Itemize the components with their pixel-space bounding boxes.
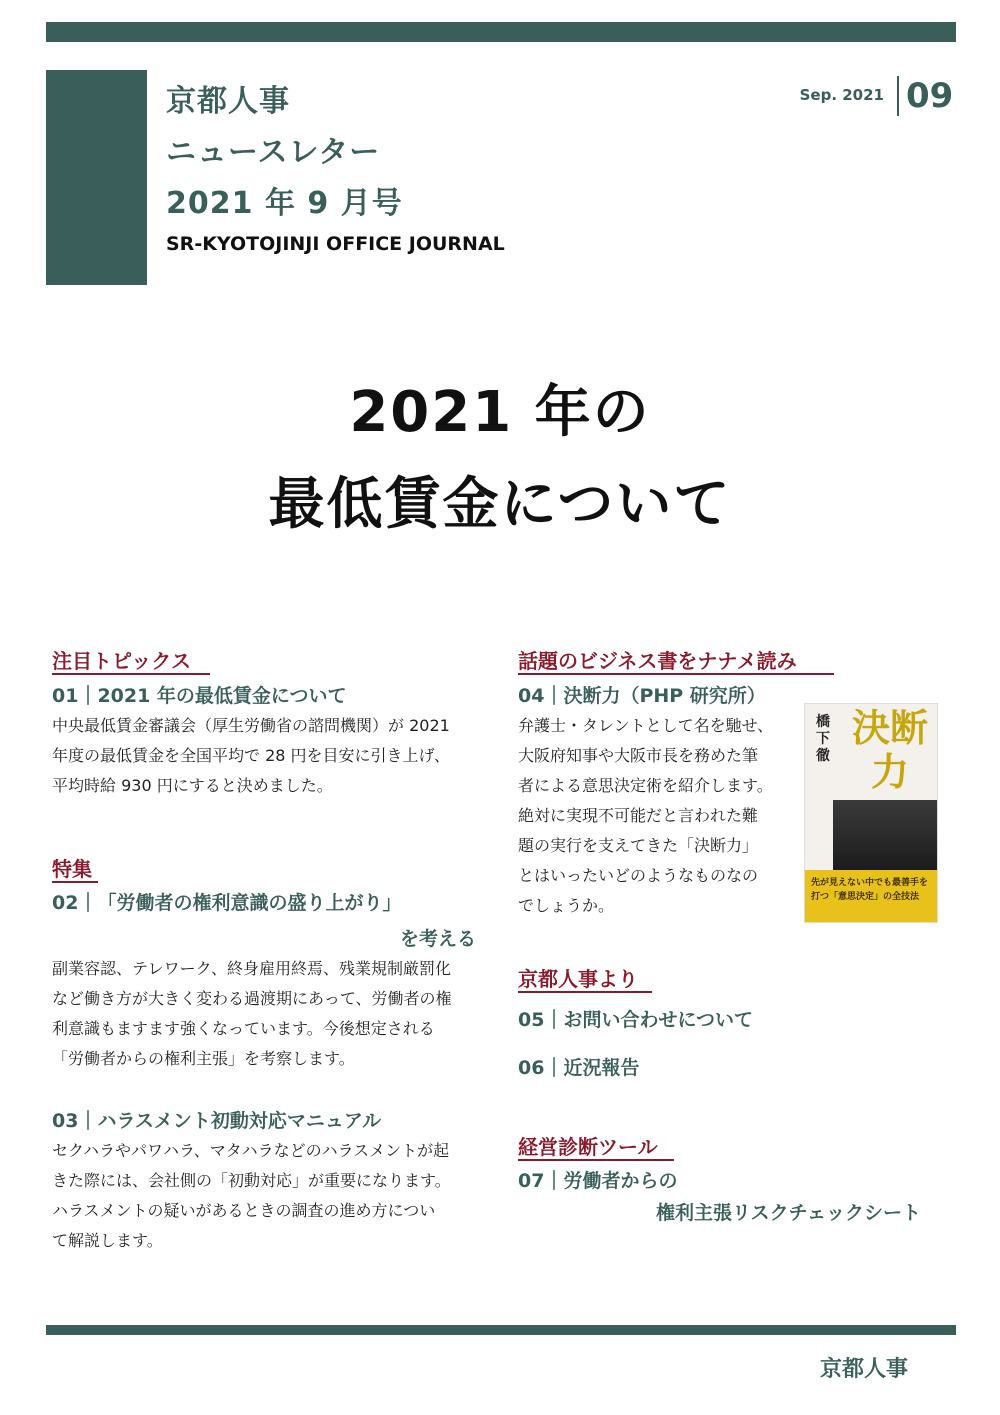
- book-04-body-line: 者による意思決定術を紹介します。: [518, 776, 773, 795]
- issue-date: Sep. 2021: [799, 86, 884, 104]
- bottom-bar: [46, 1325, 956, 1335]
- books-heading: 話題のビジネス書をナナメ読み: [518, 649, 797, 673]
- issue-divider: [897, 76, 899, 116]
- issue-number: 09: [906, 76, 954, 116]
- headline-line-2: 最低賃金について: [268, 472, 732, 537]
- feature-03-body-line: て解説します。: [52, 1231, 163, 1250]
- book-04-title[interactable]: 04｜決断力（PHP 研究所）: [518, 685, 766, 707]
- book-cover-band: [805, 870, 937, 922]
- topics-heading: 注目トピックス: [52, 649, 191, 673]
- book-04-body-line: 弁護士・タレントとして名を馳せ、: [518, 716, 774, 735]
- headline-line-1: 2021 年の: [349, 380, 651, 445]
- book-cover-image: [804, 703, 938, 923]
- feature-03-body-line: ハラスメントの疑いがあるときの調査の進め方につい: [52, 1201, 436, 1220]
- newsletter-title-line-2: ニュースレター: [166, 135, 381, 170]
- feature-heading: 特集: [52, 857, 92, 881]
- books-heading-underline: [518, 673, 834, 675]
- office-05-title[interactable]: 05｜お問い合わせについて: [518, 1009, 754, 1031]
- feature-02-title-line-1[interactable]: 02｜「労働者の権利意識の盛り上がり」: [52, 892, 402, 914]
- book-cover-title: 決断力: [851, 706, 928, 794]
- tool-heading: 経営診断ツール: [518, 1135, 658, 1159]
- office-heading-underline: [518, 991, 652, 993]
- topic-01-title[interactable]: 01｜2021 年の最低賃金について: [52, 685, 347, 707]
- tool-heading-underline: [518, 1159, 674, 1161]
- footer-office-name: 京都人事: [820, 1357, 909, 1382]
- feature-03-title[interactable]: 03｜ハラスメント初動対応マニュアル: [52, 1110, 382, 1132]
- top-bar: [46, 22, 956, 42]
- feature-03-body-line: セクハラやパワハラ、マタハラなどのハラスメントが起: [52, 1141, 450, 1160]
- office-heading: 京都人事より: [518, 967, 638, 991]
- feature-heading-underline: [52, 881, 98, 883]
- newsletter-title-line-1: 京都人事: [166, 84, 290, 119]
- feature-02-body-line: 「労働者からの権利主張」を考察します。: [52, 1049, 355, 1068]
- topic-01-body-line: 年度の最低賃金を全国平均で 28 円を目安に引き上げ、: [52, 746, 450, 765]
- book-cover-band-text: 先が見えない中でも最善手を打つ「意思決定」の全技法: [811, 878, 929, 902]
- feature-02-title-line-2[interactable]: を考える: [400, 928, 477, 950]
- topic-01-body-line: 中央最低賃金審議会（厚生労働省の諮問機関）が 2021: [52, 716, 450, 735]
- office-06-title[interactable]: 06｜近況報告: [518, 1057, 640, 1079]
- feature-03-body-line: きた際には、会社側の「初動対応」が重要になります。: [52, 1171, 451, 1190]
- tool-07-title-line-2[interactable]: 権利主張リスクチェックシート: [656, 1202, 922, 1224]
- book-04-body: [518, 711, 773, 921]
- book-04-body-line: 絶対に実現不可能だと言われた難: [518, 806, 759, 825]
- newsletter-title-line-3: 2021 年 9 月号: [166, 186, 403, 221]
- feature-02-body-line: など働き方が大きく変わる過渡期にあって、労働者の権: [52, 989, 452, 1008]
- book-04-body-line: 大阪府知事や大阪市長を務めた筆: [518, 746, 759, 765]
- title-block: [46, 70, 147, 285]
- topics-heading-underline: [52, 673, 210, 675]
- tool-07-title-line-1[interactable]: 07｜労働者からの: [518, 1170, 678, 1192]
- book-cover-author: 橋下徹: [816, 714, 830, 764]
- book-04-body-line: でしょうか。: [518, 896, 615, 915]
- book-04-body-line: とはいったいどのようなものなの: [518, 866, 759, 885]
- journal-subtitle: SR-KYOTOJINJI OFFICE JOURNAL: [166, 233, 505, 255]
- topic-01-body: [52, 711, 450, 801]
- feature-03-body: [52, 1136, 451, 1256]
- feature-02-body-line: 利意識もますます強くなっています。今後想定される: [52, 1019, 435, 1038]
- topic-01-body-line: 平均時給 930 円にすると決めました。: [52, 776, 333, 795]
- book-cover-portrait: [833, 800, 937, 870]
- feature-02-body: [52, 954, 452, 1074]
- feature-02-body-line: 副業容認、テレワーク、終身雇用終焉、残業規制厳罰化: [52, 959, 452, 978]
- book-04-body-line: 題の実行を支えてきた「決断力」: [518, 836, 759, 855]
